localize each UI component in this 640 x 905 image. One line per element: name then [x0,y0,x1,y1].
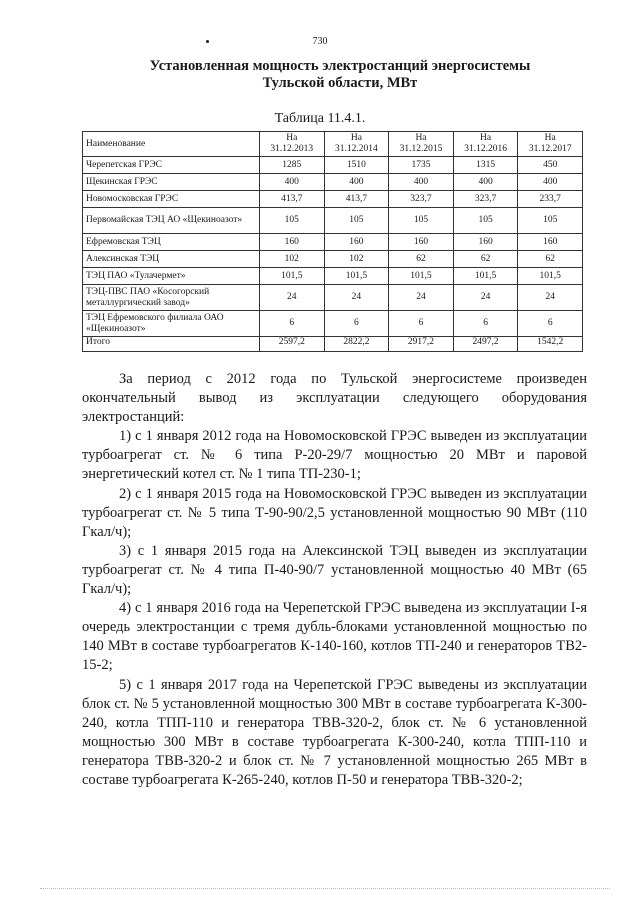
cell-value: 101,5 [324,268,389,285]
paragraph: 3) с 1 января 2015 года на Алексинской ТЭЦ выведен из эксплуатации турбоагрегат ст. № 4 типа П-40-90/7 установленной мощностью 40 МВт (65 Гкал/ч); [82,542,587,598]
cell-value: 102 [324,251,389,268]
cell-value: 400 [260,174,325,191]
cell-value: 323,7 [453,191,518,208]
cell-value: 62 [389,251,454,268]
total-value: 2497,2 [453,337,518,352]
table-row [83,191,583,208]
table-caption: Таблица 11.4.1. [274,111,366,126]
cell-value: 6 [260,311,325,337]
cell-value: 413,7 [260,191,325,208]
header-year: На 31.12.2013 [260,132,325,157]
cell-value: 323,7 [389,191,454,208]
cell-value: 105 [453,208,518,234]
cell-value: 105 [260,208,325,234]
header-name: Наименование [83,132,260,157]
header-year: На 31.12.2014 [324,132,389,157]
table-row [83,174,583,191]
cell-value: 105 [324,208,389,234]
cell-value: 6 [389,311,454,337]
cell-value: 413,7 [324,191,389,208]
row-name: Ефремовская ТЭЦ [83,234,260,251]
cell-value: 24 [389,285,454,311]
cell-value: 24 [518,285,583,311]
cell-value: 102 [260,251,325,268]
row-name: ТЭЦ ПАО «Тулачермет» [83,268,260,285]
cell-value: 101,5 [453,268,518,285]
header-year: На 31.12.2017 [518,132,583,157]
header-year: На 31.12.2015 [389,132,454,157]
cell-value: 101,5 [260,268,325,285]
title-line-1: Установленная мощность электростанций энергосистемы [149,58,531,74]
paragraph: 2) с 1 января 2015 года на Новомосковской ГРЭС выведен из эксплуатации турбоагрегат ст. № 5 типа Т-90-90/2,5 установленной мощностью 90 МВт (110 Гкал/ч); [82,485,587,540]
cell-value: 105 [518,208,583,234]
cell-value: 160 [389,234,454,251]
row-name: Алексинская ТЭЦ [83,251,260,268]
table-header-row [83,132,583,157]
table-row [83,251,583,268]
cell-value: 24 [260,285,325,311]
paragraph: За период с 2012 года по Тульской энергосистеме произведен окончательный вывод из эксплуатации следующего оборудования электростанций: [82,371,587,426]
cell-value: 105 [389,208,454,234]
cell-value: 400 [324,174,389,191]
cell-value: 1285 [260,157,325,174]
cell-value: 1510 [324,157,389,174]
paragraph: 4) с 1 января 2016 года на Черепетской ГРЭС выведена из эксплуатации I-я очередь электростанции с тремя дубль-блоками установленной мощностью по 140 МВт в составе турбоагрегатов К-140-160, котлов ТП-240 и генераторов ТВ2-15-2; [82,600,587,674]
row-name: ТЭЦ-ПВС ПАО «Косогорский металлургический завод» [83,285,260,311]
page-title [80,58,600,92]
cell-value: 101,5 [518,268,583,285]
total-value: 1542,2 [518,337,583,352]
cell-value: 1735 [389,157,454,174]
table-row [83,268,583,285]
cell-value: 160 [260,234,325,251]
table-row [83,234,583,251]
title-line-2: Тульской области, МВт [262,75,418,91]
table-row [83,285,583,311]
cell-value: 62 [518,251,583,268]
cell-value: 62 [453,251,518,268]
table-row [83,157,583,174]
row-name: Щекинская ГРЭС [83,174,260,191]
cell-value: 160 [453,234,518,251]
cell-value: 24 [324,285,389,311]
total-value: 2597,2 [260,337,325,352]
page-number: 730 [312,36,328,47]
footer-divider [40,888,610,891]
row-name: Черепетская ГРЭС [83,157,260,174]
cell-value: 160 [518,234,583,251]
cell-value: 6 [518,311,583,337]
paragraph: 5) с 1 января 2017 года на Черепетской ГРЭС выведены из эксплуатации блок ст. № 5 установленной мощностью 300 МВт в составе турбоагрегата К-300-240, котла ТПП-110 и генератора ТВВ-320-2, блок ст. № 6 установленной мощностью 300 МВт в составе турбоагрегата К-300-240, котла ТПП-110 и генератора ТВВ-320-2 и блок ст. № 7 установленной мощностью 265 МВт в составе турбоагрегата К-265-240, котлов П-50 и генератора ТВВ-320-2; [82,676,587,788]
cell-value: 400 [453,174,518,191]
header-year: На 31.12.2016 [453,132,518,157]
total-value: 2917,2 [389,337,454,352]
cell-value: 400 [518,174,583,191]
cell-value: 233,7 [518,191,583,208]
cell-value: 400 [389,174,454,191]
row-name: Новомосковская ГРЭС [83,191,260,208]
table-total-row [83,337,583,352]
paragraph: 1) с 1 января 2012 года на Новомосковской ГРЭС выведен из эксплуатации турбоагрегат ст. № 6 типа Р-20-29/7 мощностью 20 МВт и паровой энергетический котел ст. № 1 типа ТП-230-1; [82,428,587,483]
row-name: ТЭЦ Ефремовского филиала ОАО «Щекиноазот» [83,311,260,337]
table-row [83,208,583,234]
cell-value: 160 [324,234,389,251]
total-value: 2822,2 [324,337,389,352]
cell-value: 6 [453,311,518,337]
cell-value: 24 [453,285,518,311]
body-text [82,370,587,790]
cell-value: 101,5 [389,268,454,285]
cell-value: 1315 [453,157,518,174]
cell-value: 450 [518,157,583,174]
table-row [83,311,583,337]
cell-value: 6 [324,311,389,337]
row-name: Первомайская ТЭЦ АО «Щекиноазот» [83,208,260,234]
total-label: Итого [83,337,260,352]
capacity-table [82,131,583,352]
